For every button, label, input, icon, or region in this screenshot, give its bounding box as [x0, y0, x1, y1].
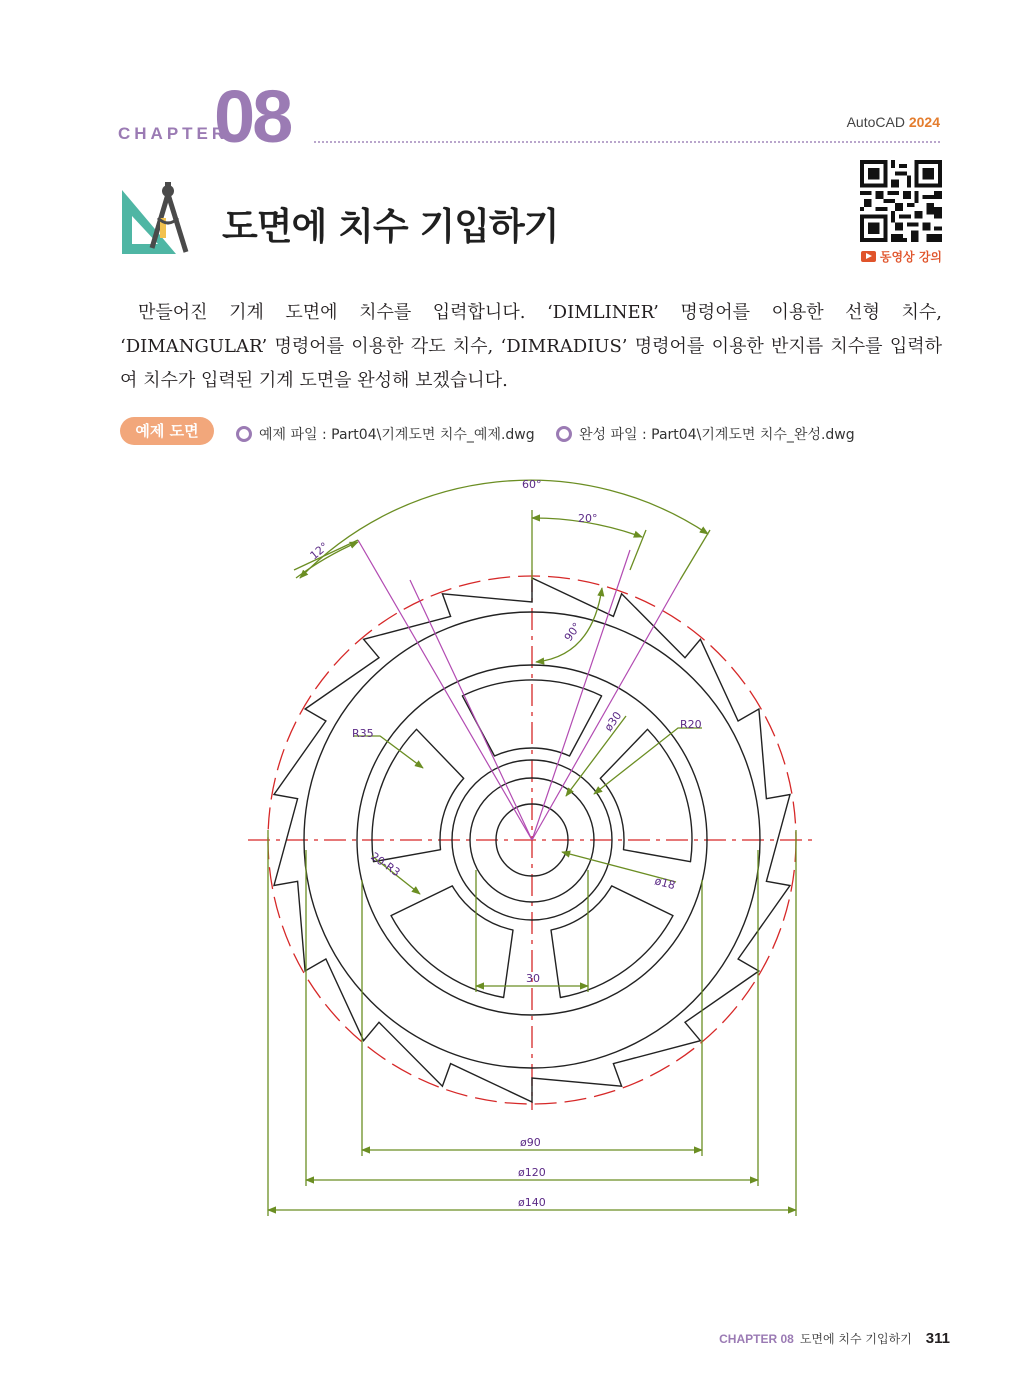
dim-text-d120: ø120 [518, 1166, 546, 1179]
app-year: 2024 [908, 114, 940, 130]
dim-text-d140: ø140 [518, 1196, 546, 1209]
spoke-window [391, 886, 513, 998]
page-number: 311 [925, 1330, 950, 1347]
page-footer [719, 1330, 950, 1347]
ruler-compass-icon [120, 182, 192, 258]
page-title: 도면에 치수 기입하기 [222, 205, 559, 248]
example-file-item [236, 424, 535, 444]
app-name [847, 114, 940, 130]
dim-text-60: 60° [522, 478, 542, 491]
spoke-window [551, 886, 673, 998]
dim-text-12: 12° [307, 539, 331, 563]
construction-line [532, 550, 630, 840]
construction-line [532, 580, 680, 840]
example-drawing-badge: 예제 도면 [120, 417, 214, 445]
dim-text-r35: R35 [352, 727, 374, 740]
intro-paragraph [120, 296, 942, 398]
complete-file-text: 완성 파일 : Part04\기계도면 치수_완성.dwg [579, 427, 855, 443]
play-icon [861, 251, 876, 262]
dim-text-90: 90° [561, 620, 584, 644]
qr-code-icon[interactable] [860, 160, 942, 242]
chapter-number: 08 [214, 75, 291, 158]
dim-text-20: 20° [578, 512, 598, 525]
dim-text-r3: 20-R3 [368, 849, 403, 880]
app-name-text: AutoCAD [846, 114, 905, 130]
bullet-icon [556, 426, 572, 442]
complete-file-item [556, 424, 855, 444]
dim-text-r20: R20 [680, 718, 702, 731]
dim-arc-60 [300, 480, 708, 578]
ext-line [680, 530, 710, 580]
footer-title: 도면에 치수 기입하기 [799, 1332, 912, 1346]
construction-line [410, 580, 532, 840]
dim-text-w30: 30 [526, 972, 540, 985]
construction-line [358, 540, 532, 840]
mechanical-drawing [230, 470, 830, 1220]
example-file-text: 예제 파일 : Part04\기계도면 치수_예제.dwg [259, 427, 535, 443]
chapter-label: CHAPTER [118, 124, 229, 143]
video-lecture-label: 동영상 강의 [879, 250, 942, 264]
bullet-icon [236, 426, 252, 442]
dim-text-d30: ø30 [601, 709, 625, 734]
footer-chapter: CHAPTER 08 [719, 1332, 794, 1346]
dim-text-d18: ø18 [653, 874, 677, 893]
video-lecture-link[interactable] [861, 248, 942, 265]
intro-text: 만들어진 기계 도면에 치수를 입력합니다. ‘DIMLINER’ 명령어를 이용한 선형 치수, ‘DIMANGULAR’ 명령어를 이용한 각도 치수, ‘DIMRADIUS’ 명령어를 이용한 반지름 치수를 입력하여 치수가 입력된 기계 도면을 완성해 보겠습니다. [120, 302, 942, 391]
spoke-window [600, 729, 692, 861]
dim-text-d90: ø90 [520, 1136, 541, 1149]
spoke-window [372, 729, 464, 861]
header-divider [314, 141, 940, 143]
